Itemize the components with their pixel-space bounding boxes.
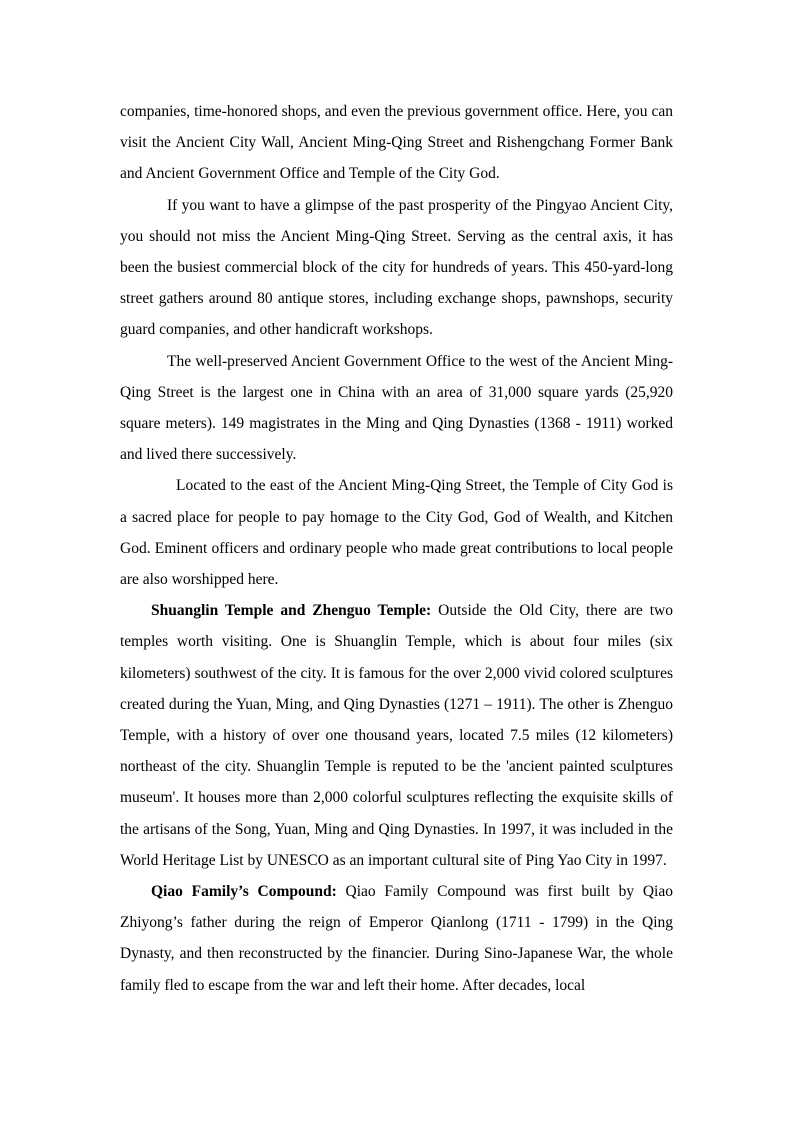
paragraph-qiao-family-compound — [120, 876, 673, 1001]
paragraph-ming-qing-street — [120, 190, 673, 346]
paragraph-text: Qiao Family Compound was first built by Qiao Zhiyong’s father during the reign of Emperor Qianlong (1711 - 1799) in the Qing Dynasty, and then reconstructed by the financier. During Sino-Japanese War, the whole family fled to escape from the war and left their home. After decades, local — [120, 883, 673, 994]
section-heading-qiao-family: Qiao Family’s Compound: — [151, 883, 337, 901]
paragraph-intro-continuation — [120, 96, 673, 190]
paragraph-text: Outside the Old City, there are two temples worth visiting. One is Shuanglin Temple, which is about four miles (six kilometers) southwest of the city. It is famous for the over 2,000 vivid colored sculptures created during the Yuan, Ming, and Qing Dynasties (1271 – 1911). The other is Zhenguo Temple, with a history of over one thousand years, located 7.5 miles (12 kilometers) northeast of the city. Shuanglin Temple is reputed to be the 'ancient painted sculptures museum'. It houses more than 2,000 colorful sculptures reflecting the exquisite skills of the artisans of the Song, Yuan, Ming and Qing Dynasties. In 1997, it was included in the World Heritage List by UNESCO as an important cultural site of Ping Yao City in 1997. — [120, 602, 673, 869]
document-page — [120, 96, 673, 1001]
paragraph-text: companies, time-honored shops, and even the previous government office. Here, you can visit the Ancient City Wall, Ancient Ming-Qing Street and Rishengchang Former Bank and Ancient Government Office and Temple of the City God. — [120, 103, 673, 183]
paragraph-temple-city-god — [120, 470, 673, 595]
paragraph-text: If you want to have a glimpse of the past prosperity of the Pingyao Ancient City, you should not miss the Ancient Ming-Qing Street. Serving as the central axis, it has been the busiest commercial block of the city for hundreds of years. This 450-yard-long street gathers around 80 antique stores, including exchange shops, pawnshops, security guard companies, and other handicraft workshops. — [120, 196, 673, 339]
paragraph-government-office — [120, 346, 673, 471]
section-heading-shuanglin-zhenguo: Shuanglin Temple and Zhenguo Temple: — [151, 602, 432, 620]
paragraph-text: The well-preserved Ancient Government Office to the west of the Ancient Ming-Qing Street is the largest one in China with an area of 31,000 square yards (25,920 square meters). 149 magistrates in the Ming and Qing Dynasties (1368 - 1911) worked and lived there successively. — [120, 352, 673, 464]
paragraph-text: Located to the east of the Ancient Ming-Qing Street, the Temple of City God is a sacred place for people to pay homage to the City God, God of Wealth, and Kitchen God. Eminent officers and ordinary people who made great contributions to local people are also worshipped here. — [120, 477, 673, 589]
paragraph-shuanglin-zhenguo — [120, 595, 673, 876]
